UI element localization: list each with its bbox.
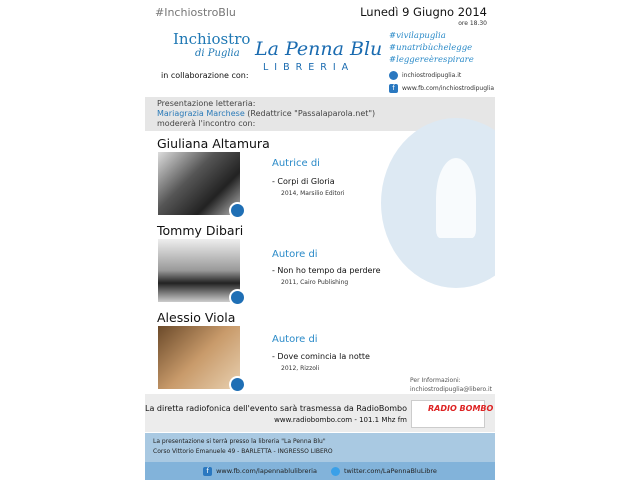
author-photo [158,326,240,389]
collaboration-label: in collaborazione con: [161,71,249,80]
author-role: Autrice di [272,158,320,169]
twitter-icon [331,467,340,476]
hashtag: #leggereèrespirare [389,55,474,65]
radio-url[interactable]: www.radiobombo.com - 101.1 Mhz fm [274,416,407,424]
hashtag: #vivilapuglia [389,31,446,41]
radio-bombo-logo: RADIO BOMBO [411,400,485,428]
venue-address: Corso Vittorio Emanuele 49 - BARLETTA - INGRESSO LIBERO [153,448,333,455]
author-name: Alessio Viola [157,310,236,325]
footer-band [145,462,495,480]
author-role: Autore di [272,334,318,345]
venue-line: La presentazione si terrà presso la libreria "La Penna Blu" [153,438,326,445]
book-title: - Corpi di Gloria [272,177,335,186]
book-title: - Dove comincia la notte [272,352,370,361]
twitter-text: twitter.com/LaPennaBluLibre [343,467,437,475]
event-date: Lunedì 9 Giugno 2014 [360,5,487,19]
hashtag: #unatribùchelegge [389,43,473,53]
contact-info [410,376,492,394]
logo-subtitle: di Puglia [195,48,240,59]
facebook-icon: f [389,84,398,93]
moderator-role: (Redattrice "Passalaparola.net") [244,109,376,118]
pen-nib-watermark-icon [381,118,495,288]
venue-band [145,433,495,462]
footer-facebook-link[interactable] [203,467,317,476]
book-detail: 2014, Marsilio Editori [281,190,345,197]
footer-twitter-link[interactable] [331,467,437,476]
pen-badge-icon [229,289,246,306]
logo-title: La Penna Blu [255,38,383,60]
radio-band [145,394,495,432]
globe-icon [389,71,398,80]
author-name: Tommy Dibari [157,223,244,238]
hashtag-list [389,30,474,66]
book-detail: 2011, Cairo Publishing [281,279,349,286]
author-photo [158,239,240,302]
author-role: Autore di [272,249,318,260]
author-photo [158,152,240,215]
main-hashtag: #InchiostroBlu [155,6,236,19]
info-email[interactable]: inchiostrodipuglia@libero.it [410,386,492,393]
la-penna-blu-logo [255,38,382,73]
event-poster [145,0,495,480]
inchiostro-di-puglia-logo [165,28,250,70]
facebook-icon: f [203,467,212,476]
book-detail: 2012, Rizzoli [281,365,320,372]
radio-text: La diretta radiofonica dell'evento sarà trasmessa da RadioBombo [145,404,407,413]
logo-title: Inchiostro [173,30,251,48]
website-link[interactable] [389,71,461,80]
author-name: Giuliana Altamura [157,136,270,151]
pen-badge-icon [229,376,246,393]
facebook-link[interactable] [389,84,494,93]
logo-subtitle: LIBRERIA [263,62,355,73]
facebook-text: www.fb.com/inchiostrodipuglia [402,85,495,92]
pen-badge-icon [229,202,246,219]
intro-line: modererà l'incontro con: [157,119,256,128]
intro-heading: Presentazione letteraria: [157,99,256,108]
facebook-text: www.fb.com/lapennablulibreria [216,467,317,475]
info-label: Per Informazioni: [410,377,461,384]
book-title: - Non ho tempo da perdere [272,266,381,275]
moderator-name: Mariagrazia Marchese [157,109,245,118]
event-time: ore 18.30 [458,20,487,27]
website-text: inchiostrodipuglia.it [402,72,462,79]
